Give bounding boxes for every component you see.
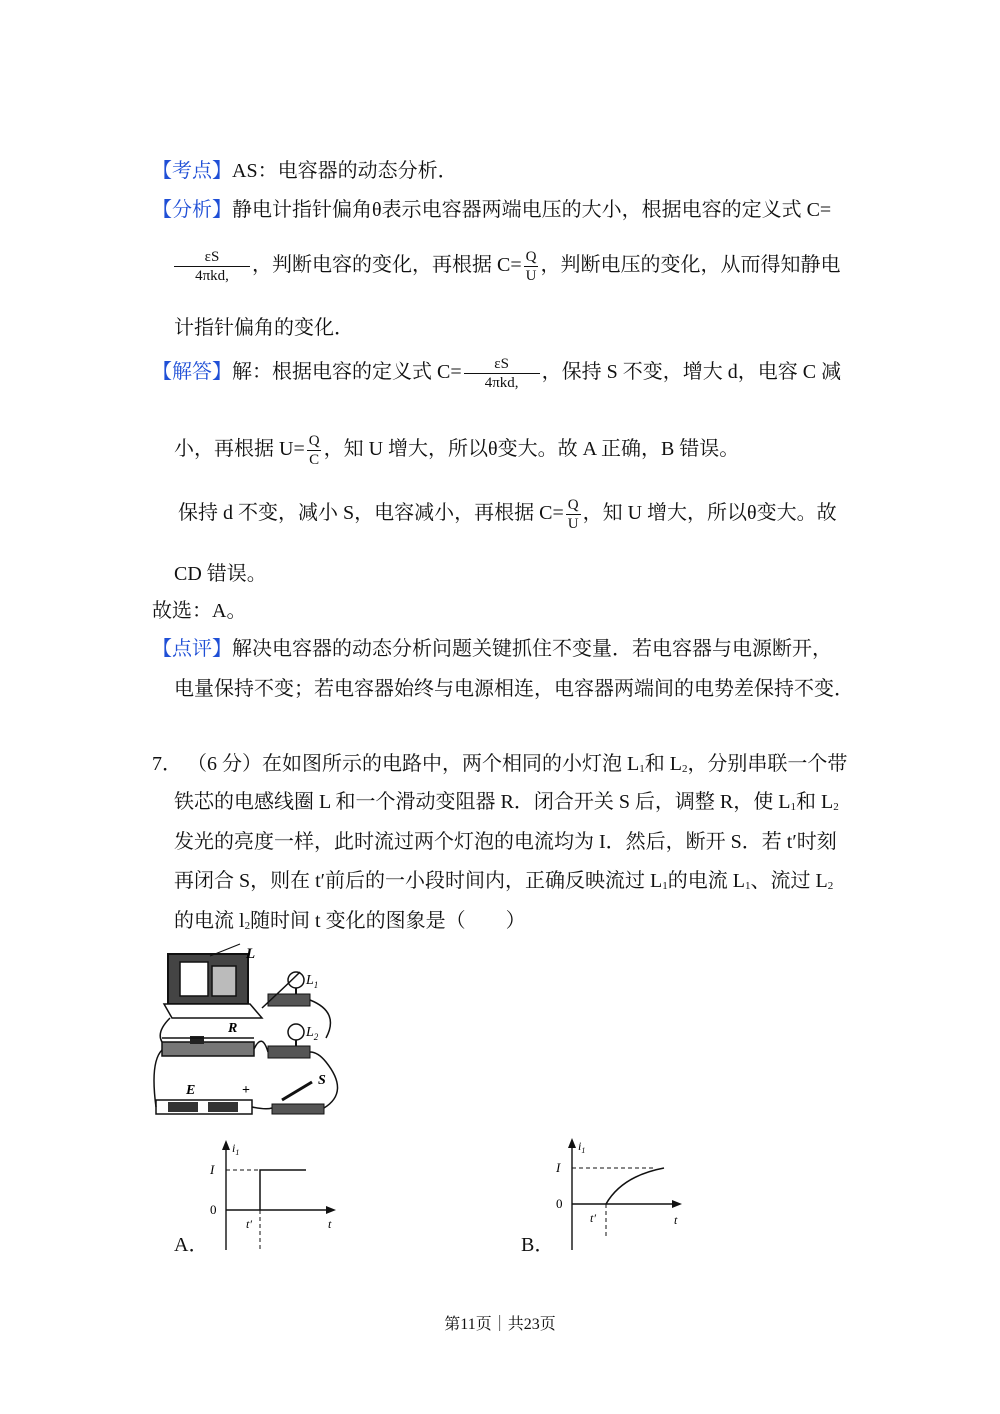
label-l2-main: L — [306, 1025, 314, 1040]
label-switch: S — [318, 1073, 326, 1088]
subscript: 1 — [639, 763, 645, 775]
ylabel-sub: 1 — [581, 1146, 586, 1155]
jieda-text-4: CD 错误。 — [174, 563, 267, 585]
subscript: 2 — [681, 763, 688, 775]
q7-text: 和 L — [644, 753, 682, 775]
q7-text: 发光的亮度一样，此时流过两个灯泡的电流均为 I．然后，断开 S．若 t′时刻 — [174, 831, 837, 853]
subscript: 2 — [244, 920, 251, 932]
jieda-line-3 — [178, 496, 837, 533]
q-over-u-fraction — [566, 496, 581, 533]
frac-denominator: 4πkd, — [464, 373, 540, 392]
label-l2-sub: 2 — [313, 1032, 319, 1042]
jieda-text-1b: ，保持 S 不变，增大 d，电容 C 减 — [541, 361, 842, 384]
ylabel-main: i — [232, 1141, 236, 1155]
graph-b — [546, 1136, 696, 1252]
kaodian-tag: 【考点】 — [152, 160, 232, 182]
current-curve-a — [260, 1170, 306, 1210]
bulb-l2-base — [268, 1046, 310, 1058]
q7-line-2 — [174, 790, 839, 819]
option-a-text: A． — [174, 1234, 209, 1256]
q-over-c-fraction — [307, 432, 322, 469]
capacitance-formula — [174, 248, 250, 285]
q7-text: 、流过 L — [750, 870, 828, 892]
subscript: 1 — [662, 880, 668, 892]
x-arrow-icon — [326, 1206, 336, 1214]
t-axis-label: t — [674, 1213, 678, 1227]
q7-text: 再闭合 S，则在 t′前后的一小段时间内，正确反映流过 L — [174, 870, 663, 892]
q7-text: ，分别串联一个带 — [687, 753, 848, 775]
dianping-text-2: 电量保持不变；若电容器始终与电源相连，电容器两端间的电势差保持不变． — [174, 678, 854, 700]
label-inductor: L — [246, 946, 256, 962]
label-l2 — [305, 1025, 319, 1042]
frac-denominator: 4πkd, — [174, 266, 250, 285]
dianping-text-1: 解决电容器的动态分析问题关键抓住不变量．若电容器与电源断开， — [232, 638, 832, 660]
jieda-text-1a: 解：根据电容的定义式 C= — [232, 361, 462, 384]
i-level-label: I — [556, 1160, 561, 1175]
q7-line-5 — [174, 909, 526, 938]
y-arrow-icon — [568, 1138, 576, 1148]
y-axis-label — [578, 1139, 585, 1155]
y-arrow-icon — [222, 1140, 230, 1150]
q7-text: 在如图所示的电路中，两个相同的小灯泡 L — [262, 753, 640, 775]
q7-line-1 — [152, 752, 847, 781]
fenxi-line-3 — [174, 316, 354, 340]
jieda-text-2b: ，知 U 增大，所以θ变大。故 A 正确，B 错误。 — [323, 438, 740, 461]
subscript: 2 — [827, 880, 834, 892]
label-rheostat: R — [228, 1021, 238, 1036]
frac-denominator: U — [525, 268, 537, 284]
graph-a — [200, 1138, 360, 1254]
q7-text: 铁芯的电感线圈 L 和一个滑动变阻器 R．闭合开关 S 后，调整 R，使 L — [174, 791, 791, 813]
page-number: 第11页｜共23页 — [444, 1316, 556, 1333]
dianping-tag: 【点评】 — [152, 638, 232, 660]
kaodian-line — [152, 159, 458, 183]
frac-denominator: C — [309, 452, 320, 468]
y-axis-label — [232, 1141, 239, 1157]
frac-denominator: U — [567, 516, 579, 532]
subscript: 2 — [833, 801, 839, 813]
jieda-line-1 — [152, 355, 841, 392]
dianping-line-1 — [152, 637, 832, 661]
q7-line-3 — [174, 830, 837, 854]
fenxi-line-2 — [172, 248, 840, 285]
jieda-tag: 【解答】 — [152, 361, 232, 384]
answer-line — [152, 599, 246, 623]
fenxi-tail-text: ，判断电压的变化，从而得知静电 — [540, 254, 841, 277]
subscript: 1 — [745, 880, 751, 892]
label-l1-sub: 1 — [313, 980, 319, 990]
q7-line-4 — [174, 869, 833, 898]
kaodian-text: AS：电容器的动态分析． — [232, 160, 458, 182]
answer-text: 故选：A。 — [152, 600, 247, 622]
q7-text: 的电流 L — [667, 870, 745, 892]
t-axis-label: t — [328, 1217, 332, 1231]
fenxi-text-1: 静电计指针偏角θ表示电容器两端电压的大小，根据电容的定义式 C= — [232, 199, 832, 221]
q-over-u-fraction — [524, 248, 539, 285]
q7-number: 7． — [152, 753, 182, 775]
tprime-label: t′ — [246, 1217, 252, 1231]
rheostat — [162, 1042, 254, 1056]
x-arrow-icon — [672, 1200, 682, 1208]
q7-text: 和 L — [796, 791, 834, 813]
jieda-text-3a: 保持 d 不变，减小 S，电容减小，再根据 C= — [178, 502, 564, 525]
frac-numerator: εS — [204, 249, 220, 265]
frac-numerator: εS — [494, 356, 509, 372]
jieda-line-2 — [174, 432, 739, 469]
fenxi-tag: 【分析】 — [152, 199, 232, 221]
label-battery: E — [186, 1083, 196, 1098]
q7-text: 的电流 l — [174, 910, 245, 932]
fenxi-line-1 — [152, 198, 831, 222]
switch-lever — [282, 1082, 312, 1100]
ylabel-main: i — [578, 1139, 582, 1153]
q7-score: （6 分） — [187, 753, 262, 775]
circuit-diagram — [150, 942, 360, 1122]
option-b-text: B． — [521, 1234, 555, 1256]
label-l1 — [305, 973, 318, 990]
q7-text: 随时间 t 变化的图象是（ ） — [250, 910, 526, 932]
frac-numerator: Q — [567, 497, 579, 513]
frac-numerator: Q — [525, 249, 537, 265]
frac-numerator: Q — [308, 433, 320, 449]
jieda-text-2a: 小，再根据 U= — [174, 438, 305, 461]
jieda-line-4 — [174, 562, 267, 586]
fenxi-mid-text: ，判断电容的变化，再根据 C= — [252, 254, 522, 277]
page-footer — [0, 1311, 1000, 1334]
subscript: 1 — [790, 801, 796, 813]
current-curve-b — [606, 1168, 664, 1204]
label-plus: + — [242, 1083, 250, 1098]
switch-base — [272, 1104, 324, 1114]
jieda-text-3b: ，知 U 增大，所以θ变大。故 — [582, 502, 837, 525]
fenxi-text-3: 计指针偏角的变化． — [174, 317, 354, 339]
origin-label: 0 — [556, 1196, 563, 1211]
ylabel-sub: 1 — [235, 1148, 240, 1157]
tprime-label: t′ — [590, 1211, 596, 1225]
label-l1-main: L — [306, 973, 314, 988]
origin-label: 0 — [210, 1202, 217, 1217]
bulb-l1-icon — [288, 972, 304, 988]
dianping-line-2 — [174, 677, 854, 701]
capacitance-formula — [464, 355, 540, 392]
i-level-label: I — [210, 1162, 215, 1177]
bulb-l2-icon — [288, 1024, 304, 1040]
